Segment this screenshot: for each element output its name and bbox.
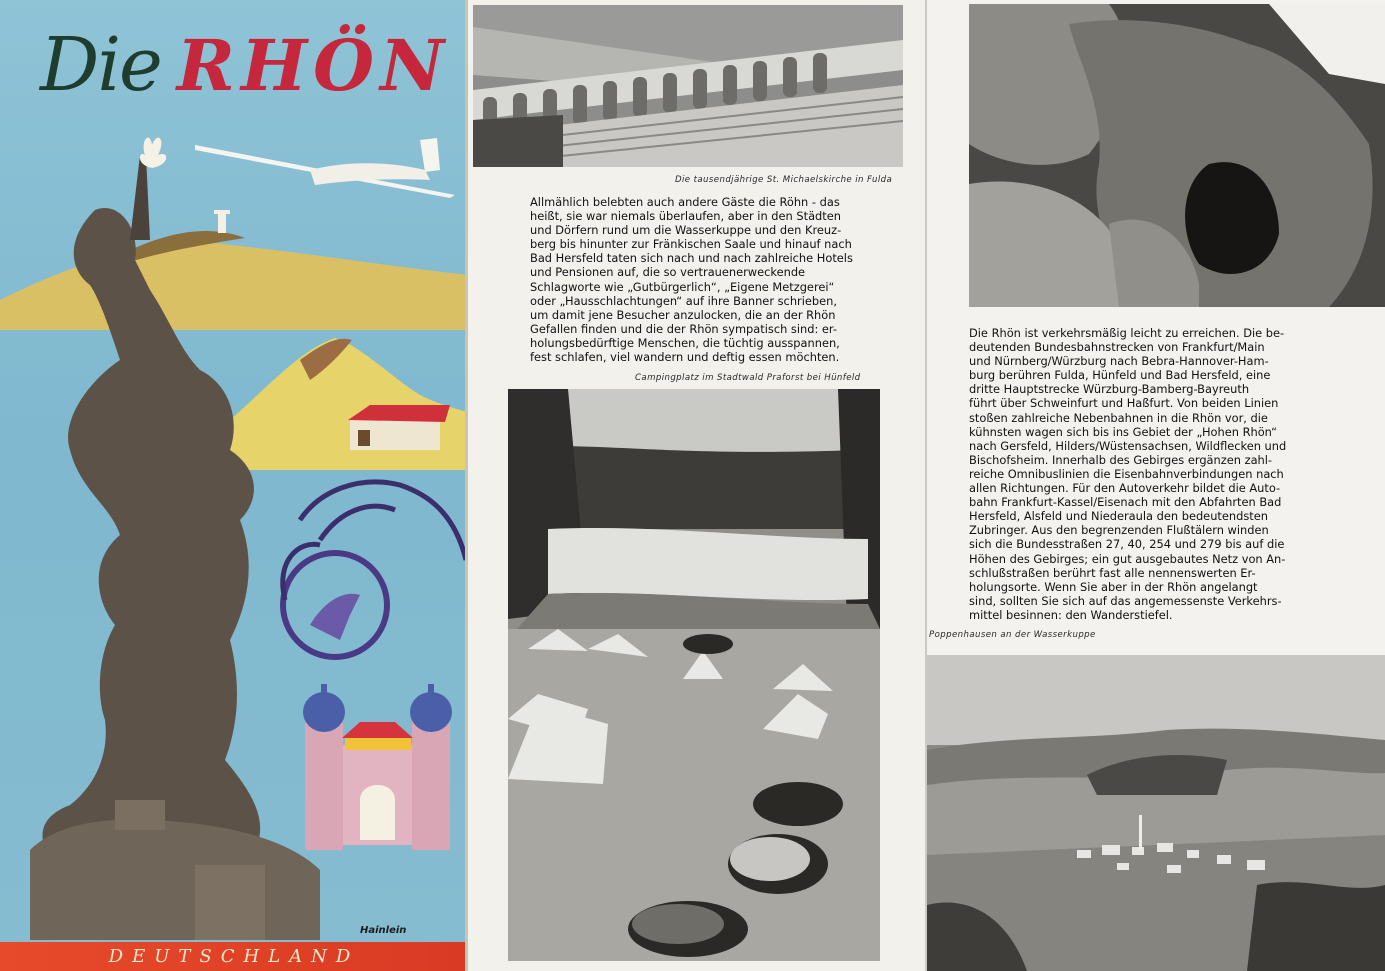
body-line: holungsorte. Wenn Sie aber in der Rhön angelangt — [969, 579, 1258, 594]
body-line: bahn Frankfurt-Kassel/Eisenach mit den Abfahrten Bad — [969, 495, 1282, 510]
body-line: sind, sollten Sie sich auf das angemessenste Verkehrs- — [969, 593, 1282, 608]
cover-illustration — [0, 0, 468, 971]
right-body-text — [969, 326, 1339, 622]
rocks-photo-image — [969, 4, 1385, 307]
body-line: berg bis hinunter zur Fränkischen Saale und hinauf nach — [530, 237, 852, 252]
body-line: reiche Omnibuslinien die Eisenbahnverbindungen nach — [969, 466, 1284, 481]
middle-panel — [468, 0, 927, 971]
cover-panel — [0, 0, 468, 971]
right-panel — [927, 0, 1385, 971]
church-photo-image — [473, 5, 903, 167]
gatehouse-icon — [303, 684, 452, 850]
body-line: Die Rhön ist verkehrsmäßig leicht zu erreichen. Die be- — [969, 326, 1285, 340]
artist-signature: Hainlein — [360, 925, 407, 936]
body-line: heißt, sie war niemals überlaufen, aber in den Städten — [530, 209, 841, 224]
body-line: nach Gersfeld, Hilders/Wüstensachsen, Wildflecken und — [969, 438, 1287, 453]
middle-body-text — [530, 195, 880, 364]
body-line: oder „Hausschlachtungen“ auf ihre Banner schrieben, — [530, 293, 837, 308]
body-line: um damit jene Besucher anzulocken, die an der Rhön — [530, 307, 836, 322]
body-line: sich die Bundesstraßen 27, 40, 254 und 279 bis auf die — [969, 537, 1285, 552]
body-line: Bischofsheim. Innerhalb des Gebirges ergänzen zahl- — [969, 452, 1273, 467]
inn-sign-icon — [283, 482, 466, 657]
cover-title — [40, 22, 450, 108]
body-line: und Dörfern rund um die Wasserkuppe und den Kreuz- — [530, 223, 842, 238]
cover-title-main: RHÖN — [176, 24, 451, 107]
body-line: dritte Hauptstrecke Würzburg-Bamberg-Bayreuth — [969, 382, 1250, 397]
cover-title-script: Die — [40, 22, 161, 108]
body-line: holungsbedürftige Menschen, die tüchtig ausspannen, — [530, 335, 840, 350]
village-photo-image — [927, 655, 1385, 971]
body-line: burg berühren Fulda, Hünfeld und Bad Hersfeld, eine — [969, 368, 1271, 383]
cover-band — [0, 942, 468, 971]
body-line: und Pensionen auf, die so vertrauenerweckende — [530, 265, 806, 280]
body-line: Bad Hersfeld taten sich nach und nach zahlreiche Hotels — [530, 251, 853, 266]
church-photo — [473, 5, 903, 167]
body-line: deutenden Bundesbahnstrecken von Frankfurt/Main — [969, 340, 1265, 355]
body-line: schlußstraßen berührt fast alle nennenswerten Er- — [969, 565, 1256, 580]
camping-photo-image — [508, 389, 880, 961]
body-line: stoßen zahlreiche Nebenbahnen in die Rhön vor, die — [969, 410, 1268, 425]
camping-photo — [508, 389, 880, 961]
body-line: Allmählich belebten auch andere Gäste die Röhn - das — [530, 195, 840, 209]
body-line: Hersfeld, Alsfeld und Niederaula den bedeutendsten — [969, 509, 1268, 524]
body-line: und Nürnberg/Würzburg nach Bebra-Hannover-Ham- — [969, 354, 1269, 369]
body-line: kühnsten wagen sich bis ins Gebiet der „Hohen Rhön“ — [969, 424, 1277, 439]
body-line: Zubringer. Aus den begrenzenden Flußtälern winden — [969, 523, 1269, 538]
caption-church: Die tausendjährige St. Michaelskirche in Fulda — [675, 175, 893, 185]
body-line: Gefallen finden und die der Rhön sympatisch sind: er- — [530, 321, 838, 336]
caption-camping: Campingplatz im Stadtwald Praforst bei Hünfeld — [635, 373, 861, 383]
body-line: Schlagworte wie „Gutbürgerlich“, „Eigene Metzgerei“ — [530, 279, 835, 294]
cover-band-text: DEUTSCHLAND — [108, 946, 360, 967]
caption-village: Poppenhausen an der Wasserkuppe — [929, 630, 1096, 640]
farmhouse-icon — [348, 405, 450, 450]
rocks-photo — [969, 4, 1385, 307]
body-line: mittel besinnen: den Wanderstiefel. — [969, 607, 1173, 622]
body-line: Höhen des Gebirges; ein gut ausgebautes Netz von An- — [969, 551, 1286, 566]
village-photo — [927, 655, 1385, 971]
glider-icon — [195, 138, 455, 198]
body-line: allen Richtungen. Für den Autoverkehr bildet die Auto- — [969, 481, 1281, 496]
body-line: fest schlafen, viel wandern und deftig essen möchten. — [530, 350, 840, 365]
body-line: führt über Schweinfurt und Haßfurt. Von beiden Linien — [969, 396, 1279, 411]
